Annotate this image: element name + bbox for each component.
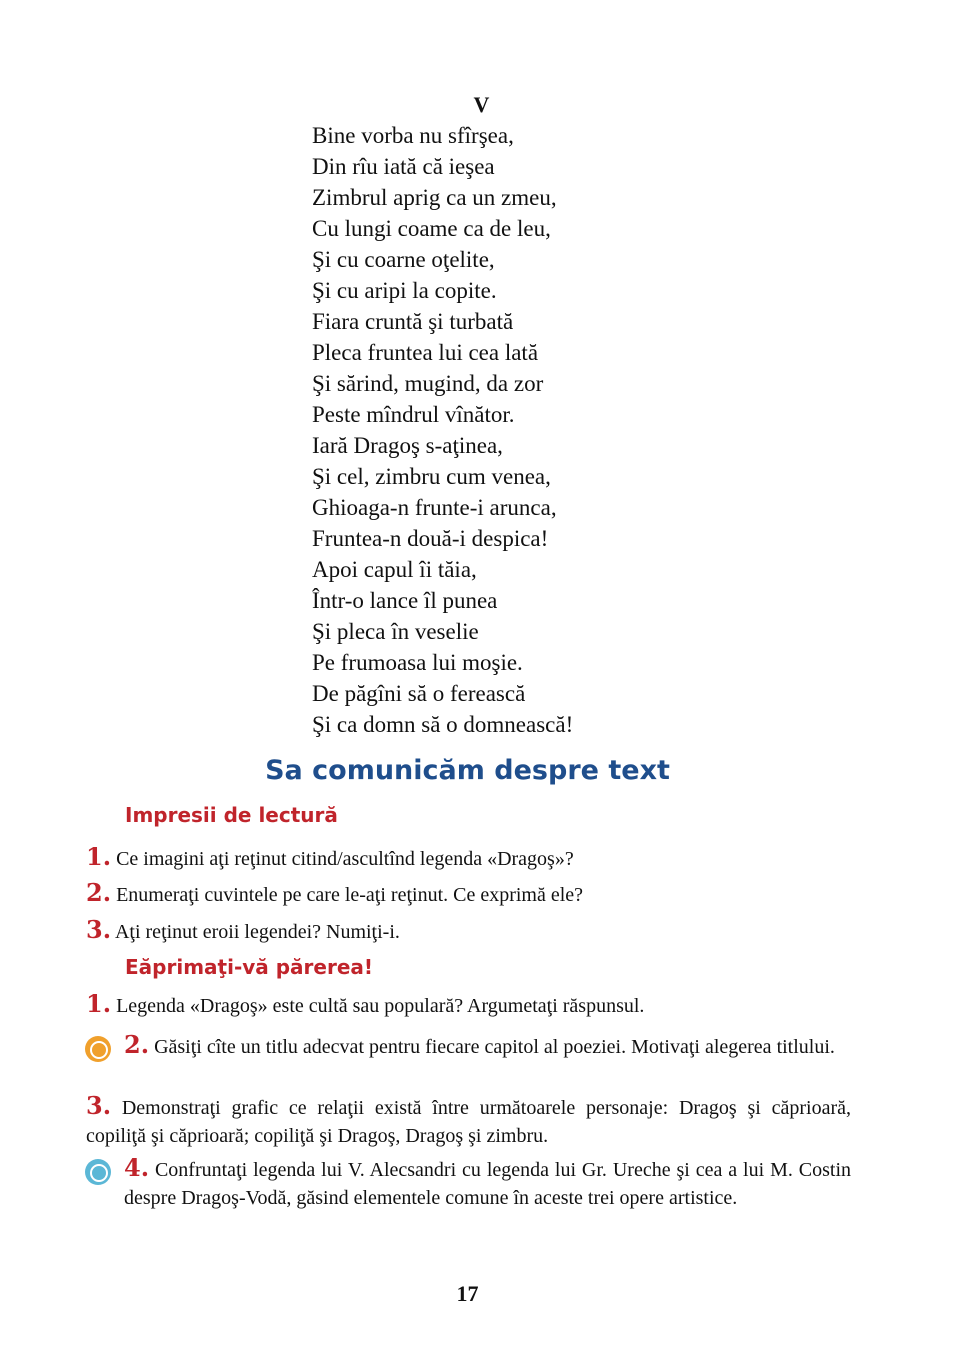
question-number: 1. (86, 842, 112, 871)
section-title: Sa comunicăm despre text (265, 755, 670, 786)
poem-line: Şi pleca în veselie (312, 619, 479, 644)
poem-line: Iară Dragoş s-aţinea, (312, 433, 503, 458)
question-item (86, 990, 851, 1020)
question-item (86, 1092, 851, 1150)
question-text: Aţi reţinut eroii legendei? Numiţi-i. (114, 921, 400, 943)
question-text: Ce imagini aţi reţinut citind/ascultînd legenda «Dragoş»? (116, 848, 574, 870)
poem-line: Şi cu aripi la copite. (312, 278, 497, 303)
question-text: Enumeraţi cuvintele pe care le-aţi reţinut. Ce exprimă ele? (116, 884, 584, 906)
question-number: 3. (86, 1091, 112, 1120)
question-item (86, 879, 851, 909)
question-item (86, 1154, 851, 1212)
question-number: 4. (124, 1153, 150, 1182)
subsection-title-impressions: Impresii de lectură (125, 803, 338, 827)
poem-line: Zimbrul aprig ca un zmeu, (312, 185, 557, 210)
poem-stanza (312, 120, 732, 740)
question-item (86, 916, 851, 946)
poem-line: Peste mîndrul vînător. (312, 402, 515, 427)
poem-line: Şi sărind, mugind, da zor (312, 371, 544, 396)
poem-line: Apoi capul îi tăia, (312, 557, 477, 582)
question-number: 2. (124, 1030, 150, 1059)
question-text: Confruntaţi legenda lui V. Alecsandri cu legenda lui Gr. Ureche şi cea a lui M. Costin despre Dragoş-Vodă, găsind elementele comune în aceste trei opere artistice. (124, 1159, 851, 1209)
question-number: 1. (86, 989, 112, 1018)
poem-line: Fiara cruntă şi turbată (312, 309, 514, 334)
question-number: 2. (86, 878, 112, 907)
poem-line: Bine vorba nu sfîrşea, (312, 123, 514, 148)
stanza-number: V (473, 92, 490, 117)
question-number: 3. (86, 915, 112, 944)
poem-line: De păgîni să o ferească (312, 681, 526, 706)
poem-line: Cu lungi coame ca de leu, (312, 216, 551, 241)
poem-line: Pleca fruntea lui cea lată (312, 340, 539, 365)
poem-line: Pe frumoasa lui moşie. (312, 650, 523, 675)
question-text: Demonstraţi grafic ce relaţii există între următoarele personaje: Dragoş şi căprioară, copiliţă şi căprioară; copiliţă şi Dragoş, Dragoş şi zimbru. (86, 1097, 851, 1147)
question-text: Găsiţi cîte un titlu adecvat pentru fiecare capitol al poeziei. Motivaţi alegerea titlului. (154, 1036, 835, 1058)
poem-line: Într-o lance îl punea (312, 588, 498, 613)
question-text: Legenda «Dragoş» este cultă sau populară? Argumetaţi răspunsul. (116, 995, 645, 1017)
poem-line: Şi cel, zimbru cum venea, (312, 464, 551, 489)
poem-line: Din rîu iată că ieşea (312, 154, 495, 179)
question-item (86, 1031, 851, 1061)
subsection-title-opinion: Eăprimaţi-vă părerea! (125, 955, 374, 979)
poem-line: Şi ca domn să o domnească! (312, 712, 574, 737)
page-number: 17 (456, 1281, 479, 1306)
poem-line: Şi cu coarne oţelite, (312, 247, 495, 272)
poem-line: Ghioaga-n frunte-i arunca, (312, 495, 557, 520)
question-item (86, 843, 851, 873)
poem-line: Fruntea-n două-i despica! (312, 526, 549, 551)
